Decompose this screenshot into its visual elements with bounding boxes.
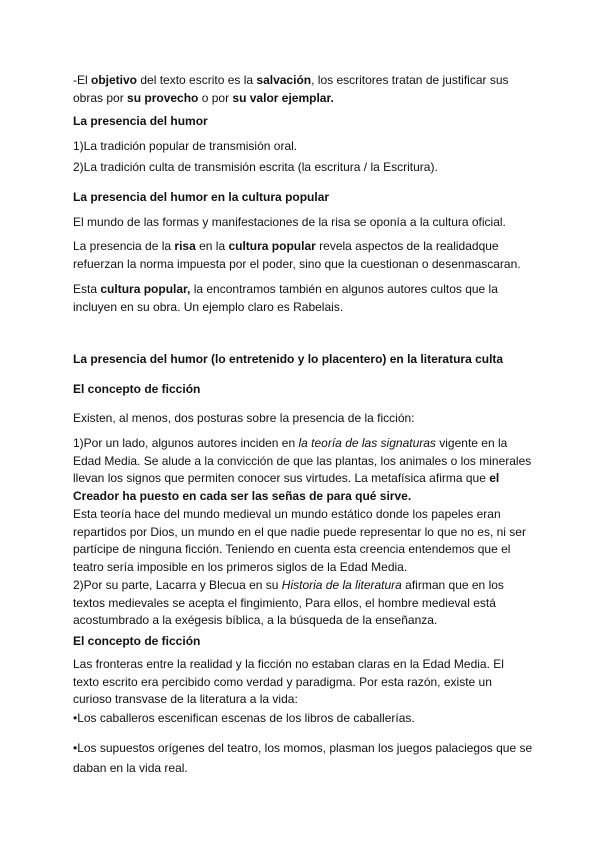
italic-text: Historia de la literatura xyxy=(281,578,402,592)
text: la encontramos también en algunos autores cultos que la incluyen en su obra. Un ejemplo claro es Rabelais. xyxy=(73,282,498,314)
text: del texto escrito es la xyxy=(137,73,257,87)
text: , los escritores tratan de justificar sus obras por xyxy=(73,73,509,105)
list-item-1: 1)La tradición popular de transmisión oral. xyxy=(73,139,298,153)
list-item-2: 2)La tradición culta de transmisión escrita (la escritura / la Escritura). xyxy=(73,160,438,174)
bold-text: su valor ejemplar. xyxy=(232,90,334,105)
text: -El xyxy=(73,73,91,87)
text: 2)Por su parte, Lacarra y Blecua en su xyxy=(73,578,282,592)
paragraph-lacarra-blecua xyxy=(73,577,533,630)
heading-concepto-ficcion-2: El concepto de ficción xyxy=(73,634,201,648)
paragraph-cultura-popular xyxy=(73,281,533,316)
bullet-caballeros: •Los caballeros escenifican escenas de los libros de caballerías. xyxy=(73,711,415,725)
bold-text: cultura popular xyxy=(228,239,316,253)
italic-text: la teoría de las signaturas xyxy=(298,436,436,450)
bold-text: el Creador ha puesto en cada ser las señas de para qué sirve. xyxy=(73,471,500,503)
bold-text: objetivo xyxy=(91,73,138,87)
paragraph-mundo-estatico: Esta teoría hace del mundo medieval un mundo estático donde los papeles eran repartidos por Dios, un mundo en el que nadie puede representar lo que no es, ni ser partícipe de ninguna ficción. Teniendo en cuenta esta creencia entendemos que el teatro sería imposible en los primeros siglos de la Edad Media. xyxy=(73,507,526,574)
bold-text: cultura popular, xyxy=(100,282,191,296)
heading-presencia-humor: La presencia del humor xyxy=(73,114,208,128)
text: o por xyxy=(198,90,233,105)
bold-text: risa xyxy=(174,239,196,253)
paragraph-signaturas xyxy=(73,435,533,505)
text: vigente en la Edad Media. Se alude a la convicción de que las plantas, los animales o los minerales llevan los signos que permiten conocer sus virtudes. La metafísica afirma que xyxy=(73,436,532,485)
text: La presencia de la xyxy=(73,239,175,253)
paragraph-mundo-formas: El mundo de las formas y manifestaciones de la risa se oponía a la cultura oficial. xyxy=(73,215,506,229)
paragraph-fronteras: Las fronteras entre la realidad y la ficción no estaban claras en la Edad Media. El texto escrito era percibido como verdad y paradigma. Por esta razón, existe un curioso transvase de la literatura a la vida: xyxy=(73,657,504,706)
heading-concepto-ficcion: El concepto de ficción xyxy=(73,382,201,396)
paragraph-objetivo xyxy=(73,72,533,107)
paragraph-posturas: Existen, al menos, dos posturas sobre la presencia de la ficción: xyxy=(73,411,415,425)
bullet-momos: •Los supuestos orígenes del teatro, los momos, plasman los juegos palaciegos que se daban en la vida real. xyxy=(73,741,533,775)
text: revela aspectos de la realidadque refuerzan la norma impuesta por el poder, sino que la cuestionan o desenmascaran. xyxy=(73,239,521,271)
text: 1)Por un lado, algunos autores inciden en xyxy=(73,436,299,450)
heading-literatura-culta: La presencia del humor (lo entretenido y lo placentero) en la literatura culta xyxy=(73,352,504,366)
bold-text: su provecho xyxy=(127,90,199,105)
text: Esta xyxy=(73,282,101,296)
heading-cultura-popular: La presencia del humor en la cultura popular xyxy=(73,190,330,204)
bold-text: salvación xyxy=(256,73,312,87)
paragraph-risa xyxy=(73,238,533,273)
text: afirman que en los textos medievales se acepta el fingimiento, Para ellos, el hombre medieval está acostumbrado a la exégesis bíblica, a la búsqueda de la enseñanza. xyxy=(73,578,504,627)
text: en la xyxy=(195,239,229,253)
